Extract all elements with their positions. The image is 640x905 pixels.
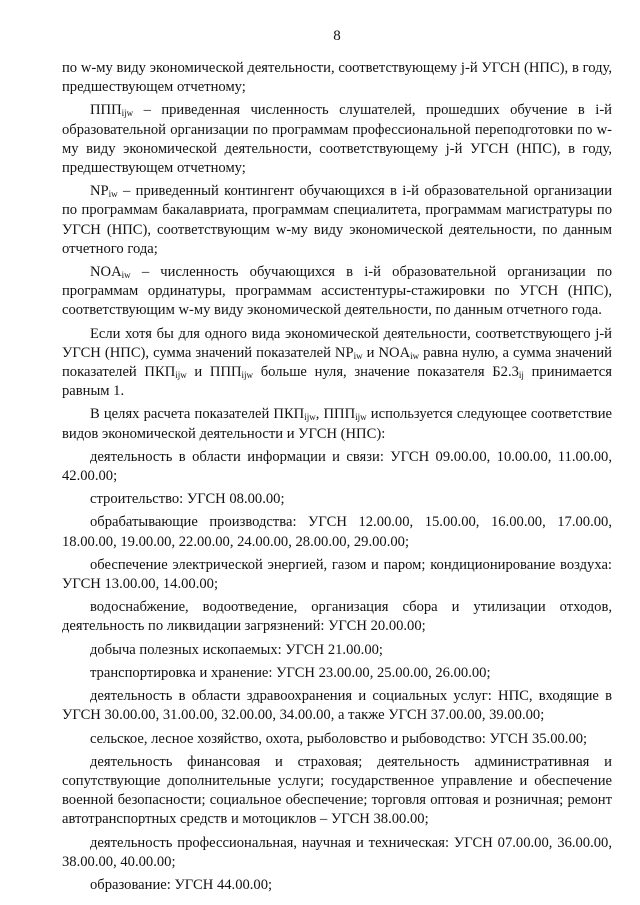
paragraph-text: транспортировка и хранение: УГСН 23.00.00, 25.00.00, 26.00.00; <box>90 664 491 681</box>
document-page <box>62 28 612 899</box>
paragraph <box>62 263 612 321</box>
paragraph <box>62 730 612 749</box>
paragraph-text: деятельность финансовая и страховая; деятельность административная и сопутствующие дополнительные услуги; государственное управление и обеспечение военной безопасности; социальное обеспечение; торговля оптовая и розничная; ремонт автотранспортных средств и мотоциклов – УГСН 38.00.00; <box>62 753 612 828</box>
subscript-index: iw <box>410 350 420 361</box>
paragraph <box>62 513 612 551</box>
subscript-index: ijw <box>241 370 254 381</box>
paragraph-text: строительство: УГСН 08.00.00; <box>90 491 285 508</box>
document-body <box>62 59 612 895</box>
subscript-index: iw <box>121 270 131 281</box>
paragraph-text: образование: УГСН 44.00.00; <box>90 876 273 893</box>
paragraph-text: сельское, лесное хозяйство, охота, рыболовство и рыбоводство: УГСН 35.00.00; <box>90 730 588 747</box>
paragraph-text: добыча полезных ископаемых: УГСН 21.00.00; <box>90 641 383 658</box>
paragraph-text: деятельность в области здравоохранения и социальных услуг: НПС, входящие в УГСН 30.00.00, 31.00.00, 32.00.00, 34.00.00, а также УГСН 37.00.00, 39.00.00; <box>62 688 612 724</box>
paragraph-text: по w-му виду экономической деятельности, соответствующему j-й УГСН (НПС), в году, предшествующем отчетному; <box>62 60 612 96</box>
paragraph <box>62 876 612 895</box>
page-number: 8 <box>333 28 341 44</box>
paragraph-text: обрабатывающие производства: УГСН 12.00.00, 15.00.00, 16.00.00, 17.00.00, 18.00.00, 19.00.00, 22.00.00, 24.00.00, 28.00.00, 29.00.00; <box>62 514 612 550</box>
paragraph-text: NOA <box>90 264 122 281</box>
paragraph <box>62 448 612 486</box>
subscript-index: iw <box>353 350 363 361</box>
paragraph-text: – приведенная численность слушателей, прошедших обучение в i-й образовательной организации по программам профессиональной переподготовки по w-му виду экономической деятельности, соответствующему j-й УГСН (НПС), в году, предшествующем отчетному; <box>62 102 612 177</box>
paragraph-text: используется следующее соответствие видов экономической деятельности и УГСН (НПС): <box>62 406 612 442</box>
subscript-index: ij <box>518 370 524 381</box>
paragraph-text: и ППП <box>186 364 242 381</box>
paragraph-text: и NOA <box>362 344 411 361</box>
paragraph <box>62 641 612 660</box>
subscript-index: ijw <box>355 412 367 423</box>
paragraph-text: NP <box>90 183 109 200</box>
paragraph-text: – приведенный контингент обучающихся в i-й образовательной организации по программам бакалавриата, программам специалитета, программам магистратуры по УГСН (НПС), соответствующим w-му виду экономической деятельности, по данным отчетного года; <box>62 183 612 257</box>
paragraph <box>62 325 612 402</box>
paragraph <box>62 598 612 636</box>
paragraph <box>62 687 612 725</box>
paragraph-text: обеспечение электрической энергией, газом и паром; кондиционирование воздуха: УГСН 13.00.00, 14.00.00; <box>62 556 612 593</box>
paragraph <box>62 753 612 830</box>
paragraph-text: водоснабжение, водоотведение, организация сбора и утилизации отходов, деятельность по ликвидации загрязнений: УГСН 20.00.00; <box>62 599 612 635</box>
subscript-index: ijw <box>304 412 316 423</box>
paragraph-text: В целях расчета показателей ПКП <box>90 406 305 423</box>
paragraph <box>62 405 612 443</box>
paragraph-text: Если хотя бы для одного вида экономической деятельности, соответствующего j-й УГСН (НПС), сумма значений показателей NP <box>62 325 612 361</box>
paragraph <box>62 556 612 594</box>
paragraph-text: деятельность профессиональная, научная и техническая: УГСН 07.00.00, 36.00.00, 38.00.00, 40.00.00; <box>62 834 612 870</box>
paragraph <box>62 834 612 872</box>
paragraph-text: , ППП <box>315 406 356 423</box>
paragraph-text: ППП <box>90 102 122 119</box>
paragraph <box>62 664 612 683</box>
subscript-index: ijw <box>121 108 134 119</box>
paragraph-text: – численность обучающихся в i-й образовательной организации по программам ординатуры, программам ассистентуры-стажировки по УГСН (НПС), соответствующим w-му виду экономической деятельности, по данным отчетного года. <box>62 264 612 319</box>
paragraph <box>62 59 612 97</box>
subscript-index: ijw <box>175 370 187 381</box>
paragraph <box>62 490 612 509</box>
subscript-index: iw <box>108 189 118 200</box>
paragraph-text: принимается равным 1. <box>62 364 612 400</box>
paragraph-text: деятельность в области информации и связи: УГСН 09.00.00, 10.00.00, 11.00.00, 42.00.00; <box>62 448 612 485</box>
paragraph <box>62 101 612 178</box>
paragraph-text: больше нуля, значение показателя Б2.3 <box>253 364 519 381</box>
paragraph-text: равна нулю, а сумма значений показателей ПКП <box>62 344 612 381</box>
paragraph <box>62 182 612 259</box>
